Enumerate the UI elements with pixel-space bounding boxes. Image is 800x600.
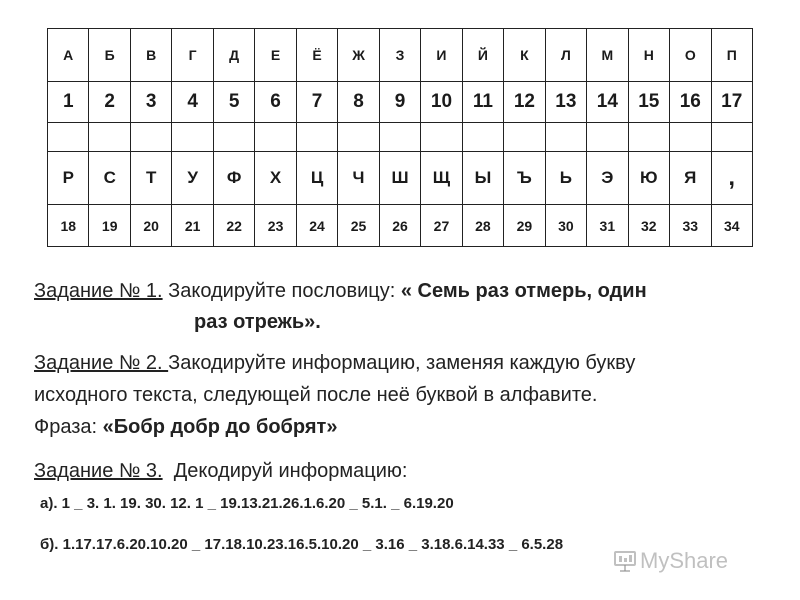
empty-cell — [670, 123, 711, 152]
task2-label: Задание № 2. — [34, 352, 169, 374]
table-row-letters-2 — [48, 152, 753, 205]
empty-cell — [379, 123, 420, 152]
letter-cell: П — [711, 29, 753, 82]
empty-cell — [545, 123, 586, 152]
number-cell: 13 — [545, 82, 586, 123]
number-cell: 21 — [172, 205, 213, 247]
number-cell: 2 — [89, 82, 130, 123]
task3-item-a: а). 1 _ 3. 1. 19. 30. 12. 1 _ 19.13.21.26.1.6.20 _ 5.1. _ 6.19.20 — [40, 495, 454, 512]
number-cell: 20 — [130, 205, 171, 247]
letter-cell: У — [172, 152, 213, 205]
letter-cell: Г — [172, 29, 213, 82]
letter-cell: А — [48, 29, 89, 82]
task1-line — [34, 280, 647, 303]
number-cell: 18 — [48, 205, 89, 247]
task2-phrase-line — [34, 416, 337, 439]
empty-cell — [587, 123, 628, 152]
letter-cell: Е — [255, 29, 296, 82]
letter-cell: Р — [48, 152, 89, 205]
letter-cell: С — [89, 152, 130, 205]
number-cell: 32 — [628, 205, 669, 247]
table-row-numbers-1 — [48, 82, 753, 123]
letter-cell: Д — [213, 29, 254, 82]
empty-cell — [504, 123, 545, 152]
letter-cell: Т — [130, 152, 171, 205]
letter-cell: Ф — [213, 152, 254, 205]
letter-cell: Б — [89, 29, 130, 82]
number-cell: 4 — [172, 82, 213, 123]
number-cell: 27 — [421, 205, 462, 247]
letter-cell: Ю — [628, 152, 669, 205]
task1-label: Задание № 1. — [34, 280, 163, 302]
empty-cell — [172, 123, 213, 152]
number-cell: 16 — [670, 82, 711, 123]
number-cell: 25 — [338, 205, 379, 247]
letter-cell: И — [421, 29, 462, 82]
letter-cell: Ж — [338, 29, 379, 82]
task1-text: Закодируйте пословицу: — [162, 280, 401, 302]
task2-text2: исходного текста, следующей после неё буквой в алфавите. — [34, 384, 598, 406]
number-cell: 8 — [338, 82, 379, 123]
number-cell: 3 — [130, 82, 171, 123]
number-cell: 10 — [421, 82, 462, 123]
presentation-logo-icon — [612, 548, 638, 574]
letter-cell: М — [587, 29, 628, 82]
empty-cell — [130, 123, 171, 152]
number-cell: 30 — [545, 205, 586, 247]
number-cell: 14 — [587, 82, 628, 123]
number-cell: 19 — [89, 205, 130, 247]
number-cell: 33 — [670, 205, 711, 247]
letter-cell: Ъ — [504, 152, 545, 205]
letter-cell: Ь — [545, 152, 586, 205]
table-row-empty — [48, 123, 753, 152]
letter-cell: Н — [628, 29, 669, 82]
number-cell: 5 — [213, 82, 254, 123]
letter-cell: Л — [545, 29, 586, 82]
empty-cell — [338, 123, 379, 152]
task2-text1: Закодируйте информацию, заменяя каждую букву — [168, 352, 636, 374]
empty-cell — [255, 123, 296, 152]
letter-cell: Ы — [462, 152, 503, 205]
empty-cell — [296, 123, 337, 152]
empty-cell — [462, 123, 503, 152]
cipher-table — [47, 28, 753, 247]
letter-cell: Я — [670, 152, 711, 205]
number-cell: 17 — [711, 82, 753, 123]
letter-cell: О — [670, 29, 711, 82]
letter-cell: Э — [587, 152, 628, 205]
empty-cell — [421, 123, 462, 152]
letter-cell: Ч — [338, 152, 379, 205]
number-cell: 12 — [504, 82, 545, 123]
number-cell: 23 — [255, 205, 296, 247]
number-cell: 28 — [462, 205, 503, 247]
task2-phrase-label: Фраза: — [34, 416, 103, 438]
letter-cell: Ш — [379, 152, 420, 205]
letter-cell: Х — [255, 152, 296, 205]
letter-cell: В — [130, 29, 171, 82]
task1-phrase-part2: раз отрежь». — [194, 311, 321, 333]
letter-cell: Ё — [296, 29, 337, 82]
task2-phrase: «Бобр добр до бобрят» — [102, 416, 338, 438]
task3-line — [34, 460, 407, 483]
number-cell: 22 — [213, 205, 254, 247]
empty-cell — [711, 123, 753, 152]
task3-item-b: б). 1.17.17.6.20.10.20 _ 17.18.10.23.16.5.10.20 _ 3.16 _ 3.18.6.14.33 _ 6.5.28 — [40, 536, 564, 553]
number-cell: 9 — [379, 82, 420, 123]
letter-cell: К — [504, 29, 545, 82]
empty-cell — [628, 123, 669, 152]
empty-cell — [213, 123, 254, 152]
number-cell: 26 — [379, 205, 420, 247]
number-cell: 1 — [48, 82, 89, 123]
task2-line — [34, 352, 635, 375]
letter-cell: Й — [462, 29, 503, 82]
watermark — [612, 548, 728, 574]
table-row-letters-1 — [48, 29, 753, 82]
letter-cell: З — [379, 29, 420, 82]
empty-cell — [89, 123, 130, 152]
number-cell: 24 — [296, 205, 337, 247]
watermark-text: MyShare — [640, 548, 729, 573]
letter-cell: Ц — [296, 152, 337, 205]
table-row-numbers-2 — [48, 205, 753, 247]
number-cell: 34 — [711, 205, 753, 247]
task3-text: Декодируй информацию: — [162, 460, 408, 482]
empty-cell — [48, 123, 89, 152]
number-cell: 31 — [587, 205, 628, 247]
letter-cell: , — [711, 152, 753, 205]
number-cell: 6 — [255, 82, 296, 123]
number-cell: 29 — [504, 205, 545, 247]
task3-label: Задание № 3. — [34, 460, 163, 482]
letter-cell: Щ — [421, 152, 462, 205]
number-cell: 15 — [628, 82, 669, 123]
number-cell: 7 — [296, 82, 337, 123]
number-cell: 11 — [462, 82, 503, 123]
task1-phrase-part1: « Семь раз отмерь, один — [400, 280, 647, 302]
